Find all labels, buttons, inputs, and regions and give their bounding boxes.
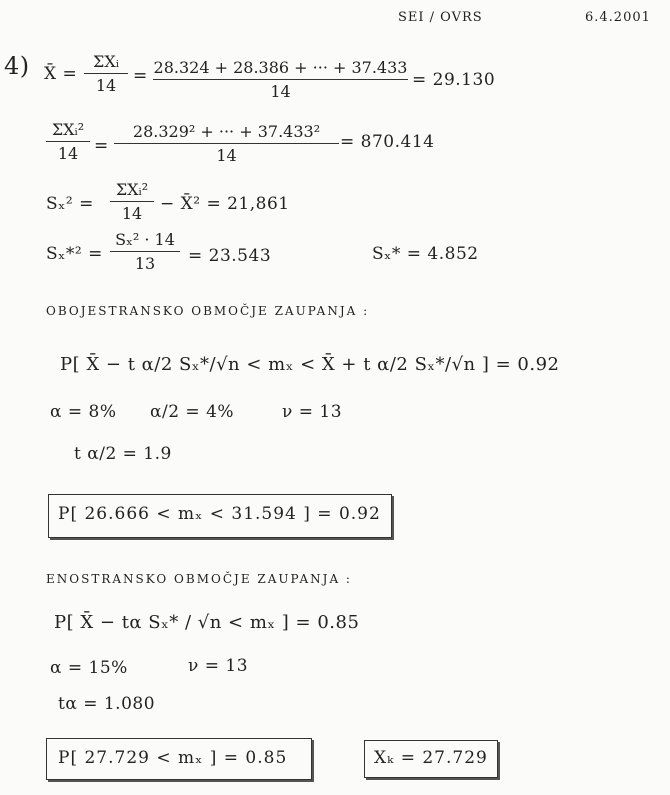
mean-result: = 29.130 (412, 70, 496, 90)
xk-result: Xₖ = 27.729 (374, 748, 488, 768)
frac-bar (153, 79, 408, 80)
mean-expansion-num: 28.324 + 28.386 + ··· + 37.433 (153, 58, 408, 77)
frac-bar (46, 141, 90, 142)
problem-number: 4) (4, 52, 30, 80)
meansq-frac-num: ΣXᵢ² (51, 120, 85, 139)
frac-bar (114, 143, 339, 144)
meansq-result: = 870.414 (340, 132, 435, 152)
equals-sign: = (94, 136, 109, 156)
corrected-variance-fraction (110, 230, 180, 273)
one-sided-result: P[ 27.729 < mₓ ] = 0.85 (58, 748, 288, 768)
one-sided-nu: ν = 13 (188, 656, 249, 676)
meansq-expansion-den: 14 (216, 146, 237, 165)
variance-fraction (110, 180, 154, 223)
variance-frac-den: 14 (121, 204, 143, 223)
variance-frac-num: ΣXᵢ² (115, 180, 149, 199)
variance-rest: − X̄² = 21,861 (160, 194, 290, 214)
date-label: 6.4.2001 (585, 10, 651, 25)
mean-frac-num: ΣXᵢ (93, 52, 119, 71)
two-sided-nu: ν = 13 (282, 402, 343, 422)
one-sided-t: tα = 1.080 (58, 694, 156, 714)
two-sided-alpha: α = 8% (50, 402, 117, 422)
corrected-variance-lhs: Sₓ*² = (46, 244, 103, 264)
mean-fraction (84, 52, 128, 95)
two-sided-t: t α/2 = 1.9 (74, 444, 172, 464)
meansq-expansion (114, 122, 339, 165)
variance-lhs: Sₓ² = (46, 194, 94, 214)
one-sided-alpha: α = 15% (50, 658, 128, 678)
mean-expansion (153, 58, 408, 101)
meansq-fraction (46, 120, 90, 163)
frac-bar (110, 201, 154, 202)
mean-frac-den: 14 (95, 76, 117, 95)
equals-sign: = (133, 66, 148, 86)
course-label: SEI / OVRS (398, 10, 483, 25)
meansq-frac-den: 14 (57, 144, 79, 163)
corrected-variance-result: = 23.543 (188, 246, 272, 266)
one-sided-heading: ENOSTRANSKO OBMOČJE ZAUPANJA : (46, 572, 352, 586)
two-sided-result: P[ 26.666 < mₓ < 31.594 ] = 0.92 (58, 504, 381, 524)
mean-lhs: X̄ = (44, 64, 78, 84)
one-sided-formula: P[ X̄ − tα Sₓ* / √n < mₓ ] = 0.85 (54, 612, 360, 633)
two-sided-alpha-half: α/2 = 4% (150, 402, 235, 422)
mean-expansion-den: 14 (270, 82, 291, 101)
two-sided-formula: P[ X̄ − t α/2 Sₓ*/√n < mₓ < X̄ + t α/2 Sₓ*/√n ] = 0.92 (60, 354, 560, 375)
std-result: Sₓ* = 4.852 (372, 244, 479, 264)
meansq-expansion-num: 28.329² + ··· + 37.433² (132, 122, 321, 141)
two-sided-heading: OBOJESTRANSKO OBMOČJE ZAUPANJA : (46, 304, 370, 318)
frac-bar (84, 73, 128, 74)
corrected-variance-frac-num: Sₓ² · 14 (115, 230, 175, 249)
corrected-variance-frac-den: 13 (134, 254, 156, 273)
frac-bar (110, 251, 180, 252)
